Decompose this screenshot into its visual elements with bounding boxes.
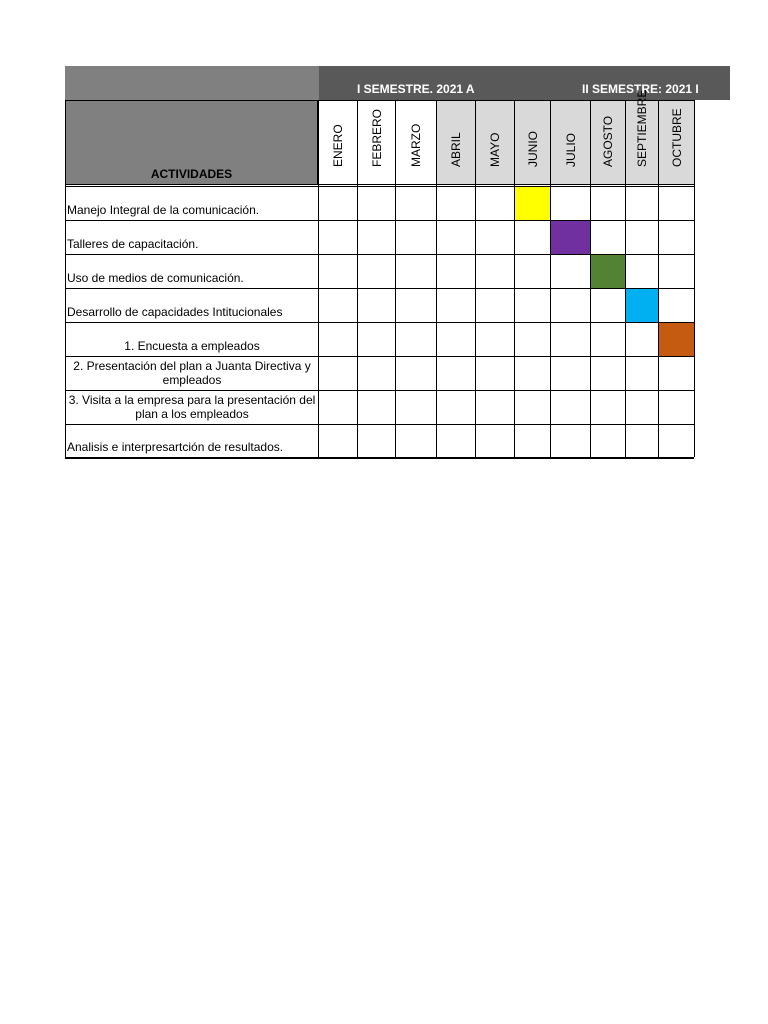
month-label: JUNIO <box>525 131 540 167</box>
grid-horizontal-line <box>65 288 694 289</box>
month-label: MAYO <box>488 132 502 167</box>
month-header-octubre <box>658 100 695 185</box>
semester-2-label: II SEMESTRE: 2021 I <box>582 82 699 96</box>
month-label: OCTUBRE <box>669 108 684 167</box>
grid-vertical-line <box>65 100 66 457</box>
schedule-cell-septiembre <box>626 289 658 322</box>
grid-vertical-line <box>475 100 476 457</box>
header-band-semesters <box>319 66 730 100</box>
activity-label: 2. Presentación del plan a Juanta Directiva y empleados <box>73 359 311 387</box>
month-label: SEPTIEMBRE <box>635 89 649 167</box>
activity-label: 3. Visita a la empresa para la presentación del plan a los empleados <box>68 393 316 421</box>
month-header-enero <box>318 100 358 185</box>
schedule-cell-octubre <box>659 323 694 356</box>
activity-label: Uso de medios de comunicación. <box>67 271 244 285</box>
month-label: JULIO <box>563 132 578 167</box>
grid-vertical-line <box>357 100 358 457</box>
activities-title: ACTIVIDADES <box>150 167 233 181</box>
month-header-agosto <box>590 100 626 185</box>
activity-label: Desarrollo de capacidades Intitucionales <box>67 305 283 319</box>
month-header-junio <box>514 100 551 185</box>
grid-vertical-line <box>550 100 551 457</box>
grid-horizontal-line <box>65 220 694 221</box>
semester-1-label: I SEMESTRE. 2021 A <box>357 82 475 96</box>
grid-horizontal-line <box>65 390 694 391</box>
activities-header-cell <box>65 100 318 185</box>
month-label: ABRIL <box>449 132 463 167</box>
month-label: MARZO <box>409 123 423 167</box>
month-header-marzo <box>395 100 437 185</box>
month-header-julio <box>550 100 591 185</box>
schedule-cell-julio <box>551 221 590 254</box>
activity-label: Analisis e interpresartción de resultados. <box>67 440 284 454</box>
grid-vertical-line <box>514 100 515 457</box>
month-header-febrero <box>357 100 396 185</box>
grid-vertical-line <box>318 100 319 457</box>
schedule-cell-agosto <box>591 255 625 288</box>
month-header-abril <box>436 100 476 185</box>
activity-label: 1. Encuesta a empleados <box>124 339 260 353</box>
activity-label: Manejo Integral de la comunicación. <box>67 203 260 217</box>
grid-vertical-line <box>395 100 396 457</box>
grid-horizontal-line <box>65 322 694 323</box>
activity-label: Talleres de capacitación. <box>67 237 199 251</box>
table-bottom-border <box>65 457 694 459</box>
grid-vertical-line <box>658 100 659 457</box>
grid-horizontal-line <box>65 424 694 425</box>
month-header-mayo <box>475 100 515 185</box>
header-band-left <box>65 66 319 100</box>
month-label: ENERO <box>331 124 345 167</box>
schedule-cell-junio <box>515 187 550 220</box>
month-header-septiembre <box>625 89 659 185</box>
month-label: FEBRERO <box>369 108 384 167</box>
grid-vertical-line <box>694 100 695 457</box>
month-label: AGOSTO <box>601 115 615 167</box>
grid-vertical-line <box>625 100 626 457</box>
grid-horizontal-line <box>65 356 694 357</box>
grid-horizontal-line <box>65 186 694 187</box>
grid-vertical-line <box>436 100 437 457</box>
